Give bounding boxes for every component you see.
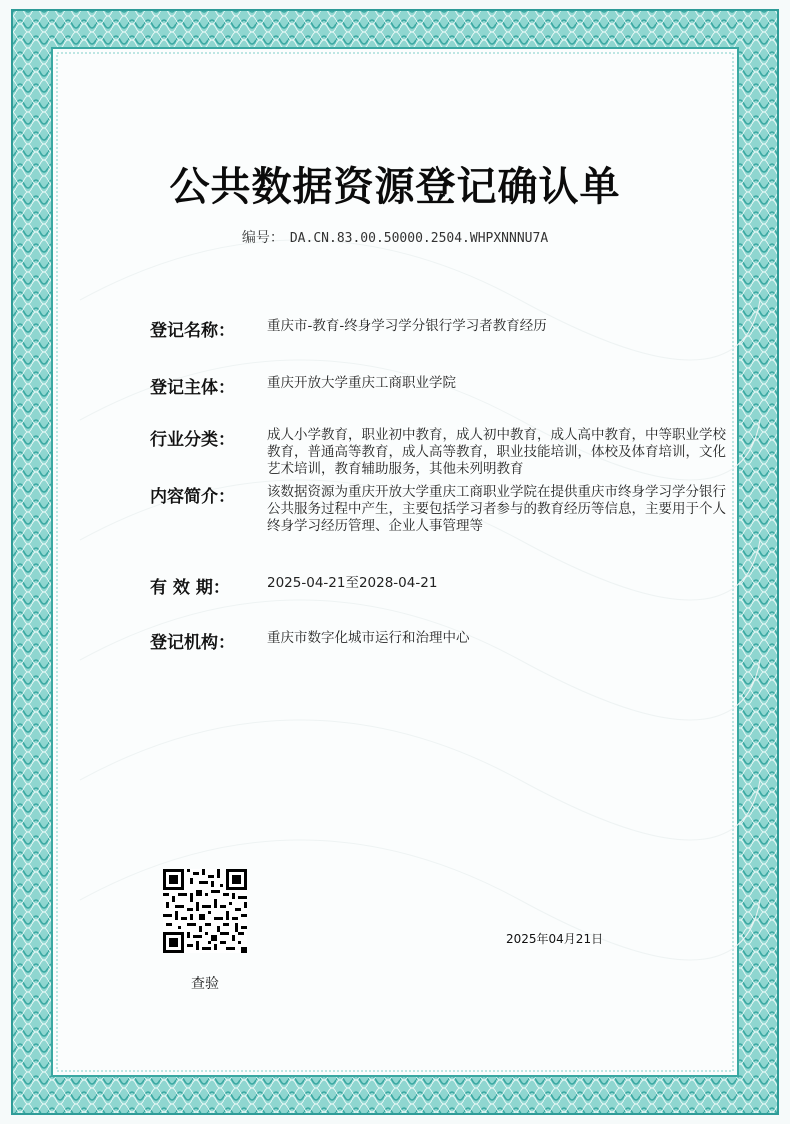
field-label: 内容简介：: [150, 487, 235, 507]
serial-number: DA.CN.83.00.50000.2504.WHPXNNNU7A: [289, 231, 549, 246]
field-value: 重庆市数字化城市运行和治理中心: [267, 630, 470, 646]
field-value: 重庆开放大学重庆工商职业学院: [267, 375, 456, 391]
page-title: 公共数据资源登记确认单: [169, 164, 621, 210]
field-value: 成人小学教育，职业初中教育，成人初中教育，成人高中教育，中等职业学校教育，普通高等教育，成人高等教育，职业技能培训，体校及体育培训，文化艺术培训，教育辅助服务，其他未列明教育: [267, 427, 726, 477]
verification-qr-code[interactable]: [163, 869, 247, 953]
field-label: 登记名称：: [150, 321, 235, 341]
field-value: 重庆市-教育-终身学习学分银行学习者教育经历: [267, 318, 547, 334]
serial-label: 编号：: [241, 230, 284, 246]
field-label: 有 效 期：: [150, 578, 230, 598]
qr-verify-label: 查验: [191, 976, 219, 992]
issue-date: 2025年04月21日: [506, 932, 604, 946]
field-value: 该数据资源为重庆开放大学重庆工商职业学院在提供重庆市终身学习学分银行公共服务过程中产生，主要包括学习者参与的教育经历等信息，主要用于个人终身学习经历管理、企业人事管理等: [267, 484, 726, 534]
field-label: 行业分类：: [150, 430, 235, 450]
field-label: 登记主体：: [150, 378, 235, 398]
field-value: 2025-04-21至2028-04-21: [267, 575, 438, 591]
field-label: 登记机构：: [150, 633, 235, 653]
serial-line: [0, 227, 790, 247]
